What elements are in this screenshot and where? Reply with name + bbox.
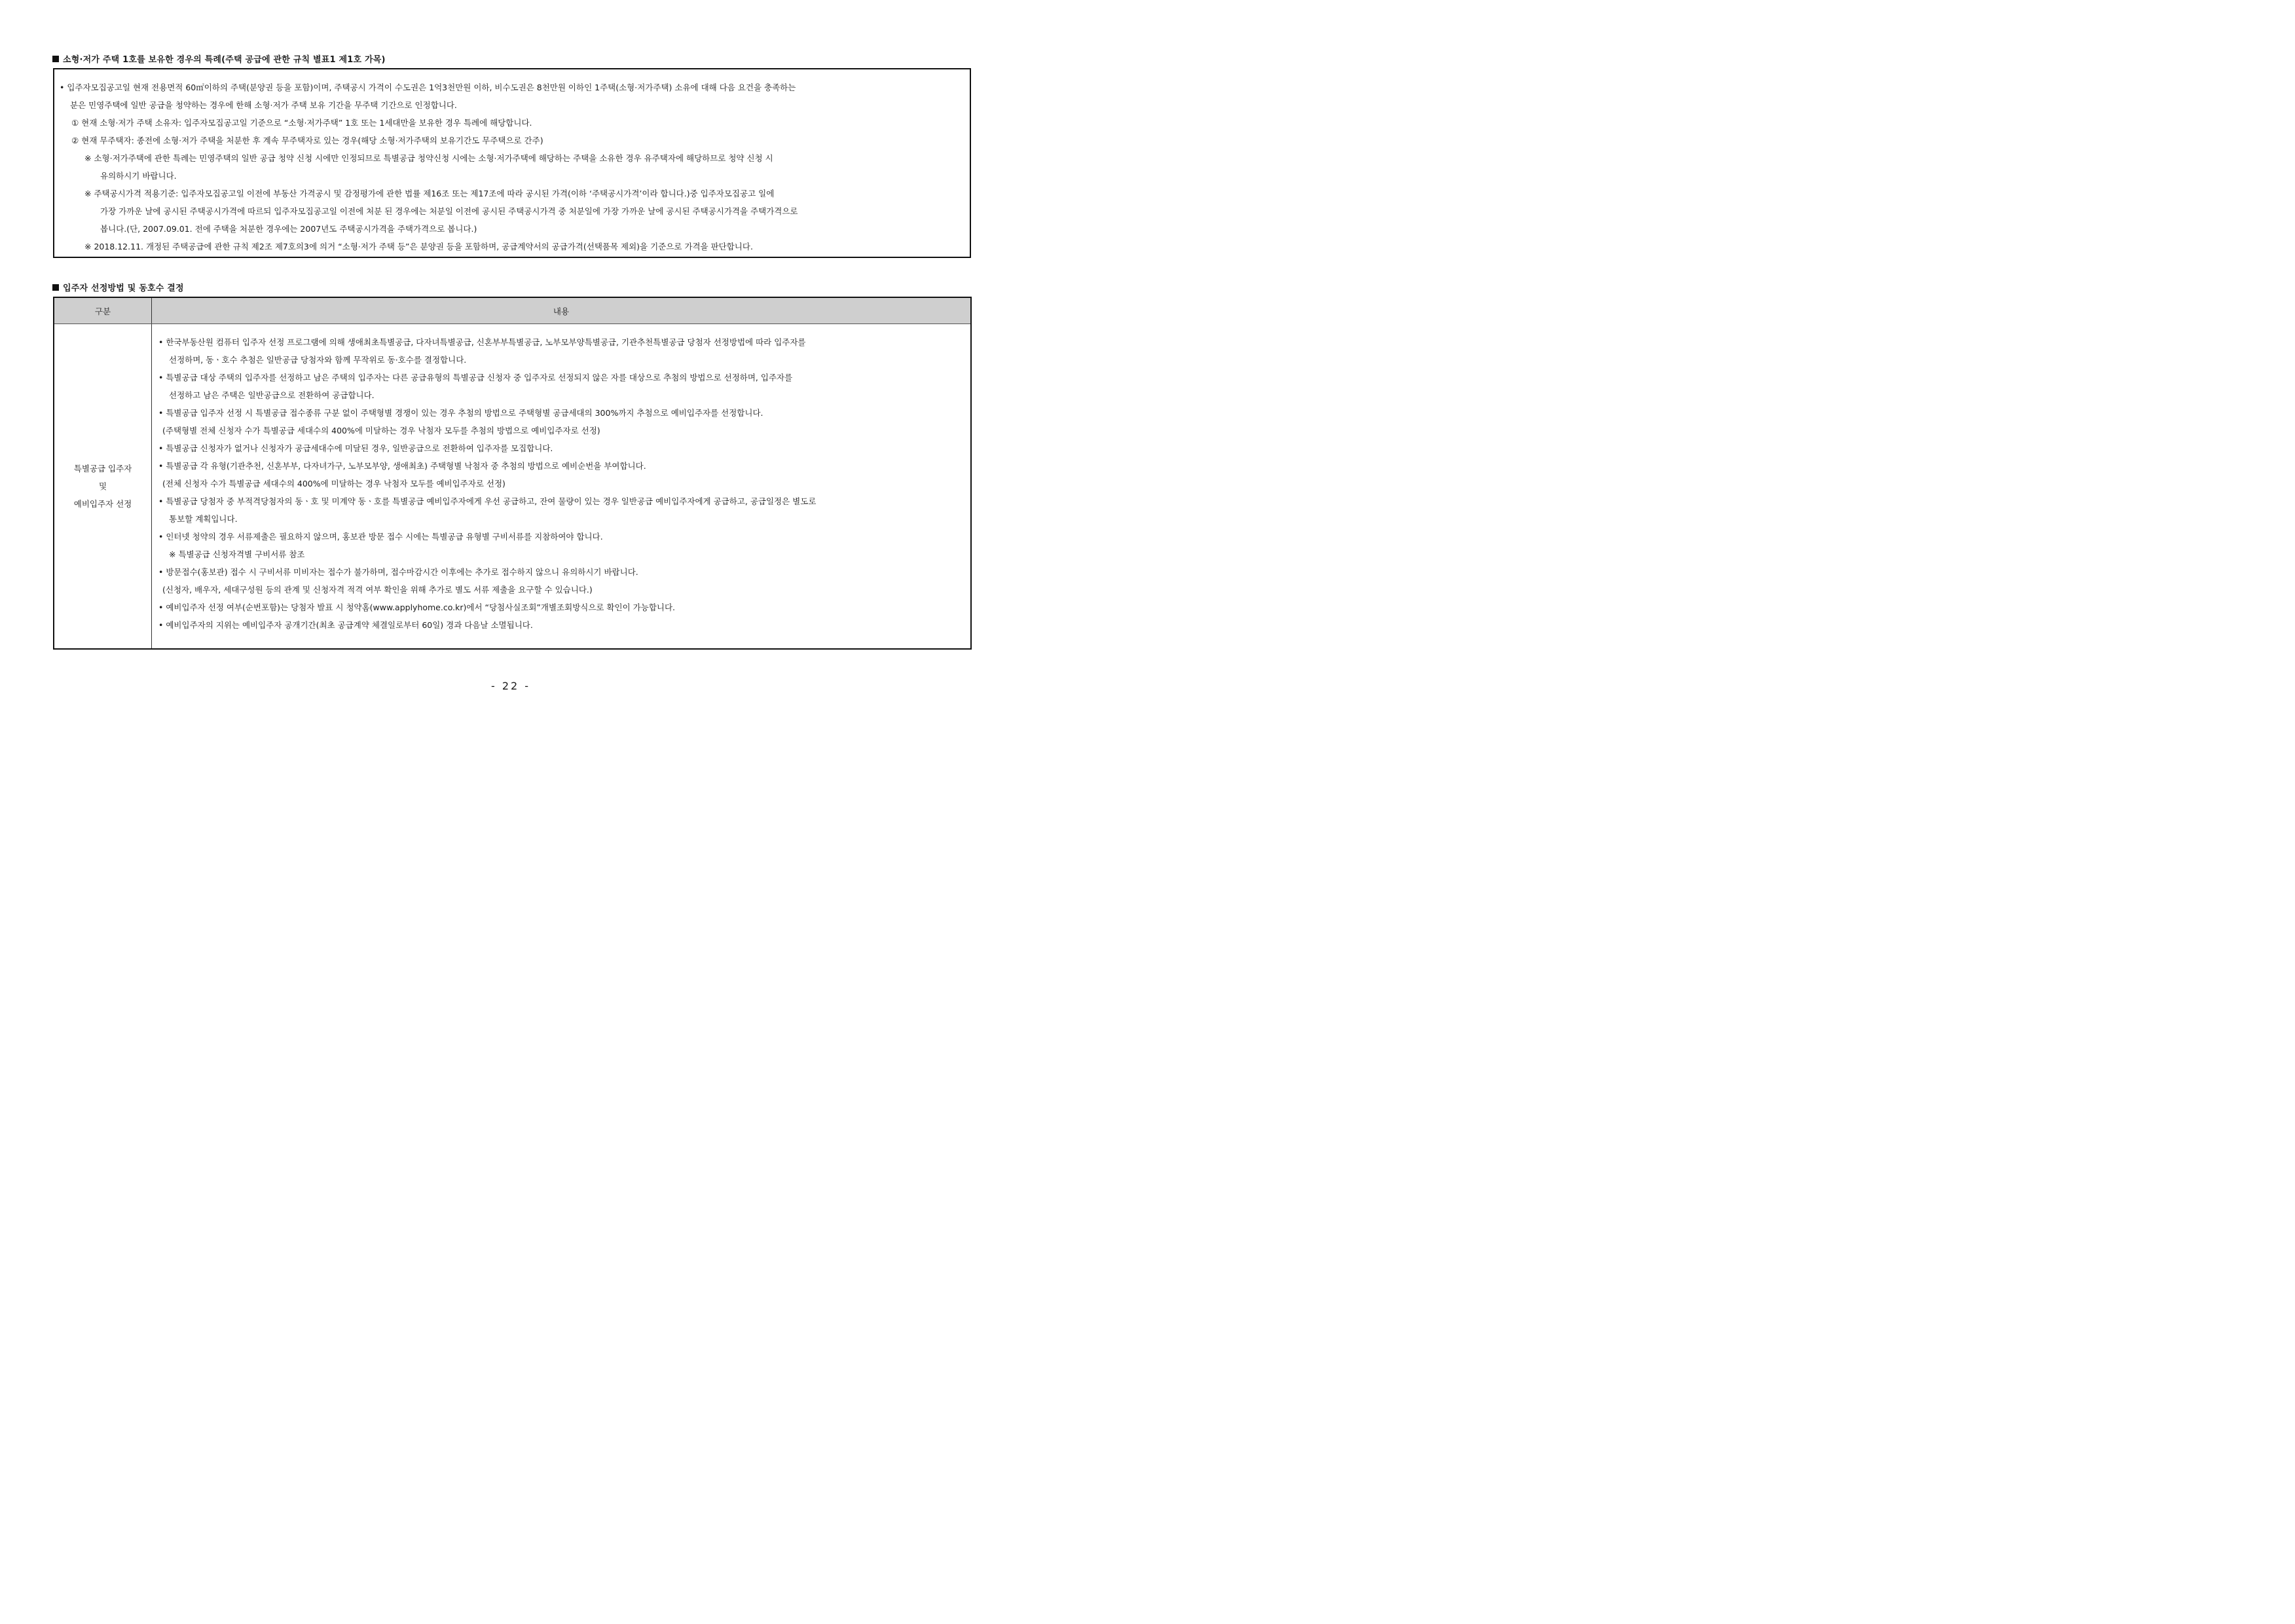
note-line: 유의하시기 바랍니다. (100, 171, 177, 181)
note-line: 가장 가까운 날에 공시된 주택공시가격에 따르되 입주자모집공고일 이전에 처분 된 경우에는 처분일 이전에 공시된 주택공시가격 중 처분일에 가장 가까운 날에 공시된 주택공시가격을 주택가격으로 (100, 206, 798, 216)
section2-heading (52, 281, 184, 293)
text-line: (주택형별 전체 신청자 수가 특별공급 세대수의 400%에 미달하는 경우 낙첨자 모두를 추첨의 방법으로 예비입주자로 선정) (162, 426, 600, 435)
special-case-box (53, 68, 971, 258)
column-header-content: 내용 (152, 297, 972, 324)
category-cell (54, 324, 152, 650)
section2-heading-text: 입주자 선정방법 및 동호수 결정 (63, 284, 184, 293)
text-line: ① 현재 소형·저가 주택 소유자: 입주자모집공고일 기준으로 “소형·저가주택” 1호 또는 1세대만을 보유한 경우 특례에 해당합니다. (71, 118, 532, 128)
text-line: 선정하며, 동ㆍ호수 추첨은 일반공급 당첨자와 함께 무작위로 동·호수를 결정합니다. (169, 355, 467, 365)
note-line: ※ 소형·저가주택에 관한 특례는 민영주택의 일반 공급 청약 신청 시에만 인정되므로 특별공급 청약신청 시에는 소형·저가주택에 해당하는 주택을 소유한 경우 유주택자에 해당하므로 청약 신청 시 (84, 153, 773, 163)
note-line: 봅니다.(단, 2007.09.01. 전에 주택을 처분한 경우에는 2007년도 주택공시가격을 주택가격으로 봅니다.) (100, 224, 477, 234)
text-line: 분은 민영주택에 일반 공급을 청약하는 경우에 한해 소형·저가 주택 보유 기간을 무주택 기간으로 인정합니다. (70, 100, 457, 110)
page-number: - 22 - (490, 680, 531, 692)
square-bullet-icon (52, 56, 59, 62)
square-bullet-icon (52, 284, 59, 291)
note-line: ※ 2018.12.11. 개정된 주택공급에 관한 규칙 제2조 제7호의3에 의거 “소형·저가 주택 등”은 분양권 등을 포함하며, 공급계약서의 공급가격(선택품목 제외)을 기준으로 가격을 판단합니다. (84, 242, 753, 251)
content-cell (152, 324, 972, 650)
text-line: • 특별공급 대상 주택의 입주자를 선정하고 남은 주택의 입주자는 다른 공급유형의 특별공급 신청자 중 입주자로 선정되지 않은 자를 대상으로 추첨의 방법으로 선정하며, 입주자를 (158, 373, 793, 382)
section1-heading (52, 52, 386, 65)
table-row (54, 324, 971, 650)
column-header-category: 구분 (54, 297, 152, 324)
text-line: ② 현재 무주택자: 종전에 소형·저가 주택을 처분한 후 계속 무주택자로 있는 경우(해당 소형·저가주택의 보유기간도 무주택으로 간주) (71, 136, 543, 145)
text-line: • 방문접수(홍보관) 접수 시 구비서류 미비자는 접수가 불가하며, 접수마감시간 이후에는 추가로 접수하지 않으니 유의하시기 바랍니다. (158, 567, 638, 577)
text-line: 선정하고 남은 주택은 일반공급으로 전환하여 공급합니다. (169, 390, 375, 400)
text-line: • 특별공급 입주자 선정 시 특별공급 접수종류 구분 없이 주택형별 경쟁이 있는 경우 추첨의 방법으로 주택형별 공급세대의 300%까지 추첨으로 예비입주자를 선정합니다. (158, 408, 763, 418)
text-line: • 예비입주자 선정 여부(순번포함)는 당첨자 발표 시 청약홈(www.applyhome.co.kr)에서 “당첨사실조회”개별조회방식으로 확인이 가능합니다. (158, 602, 676, 612)
selection-table (53, 297, 972, 650)
text-line: (신청자, 배우자, 세대구성원 등의 관계 및 신청자격 적격 여부 확인을 위해 추가로 별도 서류 제출을 요구할 수 있습니다.) (162, 585, 593, 595)
note-line: ※ 특별공급 신청자격별 구비서류 참조 (169, 549, 305, 559)
note-line: ※ 주택공시가격 적용기준: 입주자모집공고일 이전에 부동산 가격공시 및 감정평가에 관한 법률 제16조 또는 제17조에 따라 공시된 가격(이하 ‘주택공시가격’이라 합니다.)중 입주자모집공고 일에 (84, 189, 775, 198)
category-line: 예비입주자 선정 (73, 499, 132, 509)
text-line: 통보할 계획입니다. (169, 514, 238, 524)
text-line: • 예비입주자의 지위는 예비입주자 공개기간(최초 공급계약 체결일로부터 60일) 경과 다음날 소멸됩니다. (158, 620, 533, 630)
text-line: • 인터넷 청약의 경우 서류제출은 필요하지 않으며, 홍보관 방문 접수 시에는 특별공급 유형별 구비서류를 지참하여야 합니다. (158, 532, 603, 542)
text-line: • 한국부동산원 컴퓨터 입주자 선정 프로그램에 의해 생애최초특별공급, 다자녀특별공급, 신혼부부특별공급, 노부모부양특별공급, 기관추천특별공급 당첨자 선정방법에 따라 입주자를 (158, 337, 806, 347)
text-line: • 입주자모집공고일 현재 전용면적 60㎡이하의 주택(분양권 등을 포함)이며, 주택공시 가격이 수도권은 1억3천만원 이하, 비수도권은 8천만원 이하인 1주택(소형·저가주택) 소유에 대해 다음 요건을 충족하는 (60, 83, 796, 92)
category-line: 및 (98, 481, 107, 491)
text-line: • 특별공급 신청자가 없거나 신청자가 공급세대수에 미달된 경우, 일반공급으로 전환하여 입주자를 모집합니다. (158, 443, 553, 453)
text-line: • 특별공급 당첨자 중 부적격당첨자의 동ㆍ호 및 미계약 동ㆍ호를 특별공급 예비입주자에게 우선 공급하고, 잔여 물량이 있는 경우 일반공급 예비입주자에게 공급하고, 공급일정은 별도로 (158, 496, 817, 506)
text-line: • 특별공급 각 유형(기관추천, 신혼부부, 다자녀가구, 노부모부양, 생애최초) 주택형별 낙첨자 중 추첨의 방법으로 예비순번을 부여합니다. (158, 461, 646, 471)
text-line: (전체 신청자 수가 특별공급 세대수의 400%에 미달하는 경우 낙첨자 모두를 예비입주자로 선정) (162, 479, 505, 489)
category-line: 특별공급 입주자 (73, 464, 132, 473)
section1-heading-text: 소형·저가 주택 1호를 보유한 경우의 특례(주택 공급에 관한 규칙 별표1 제1호 가목) (63, 55, 386, 65)
